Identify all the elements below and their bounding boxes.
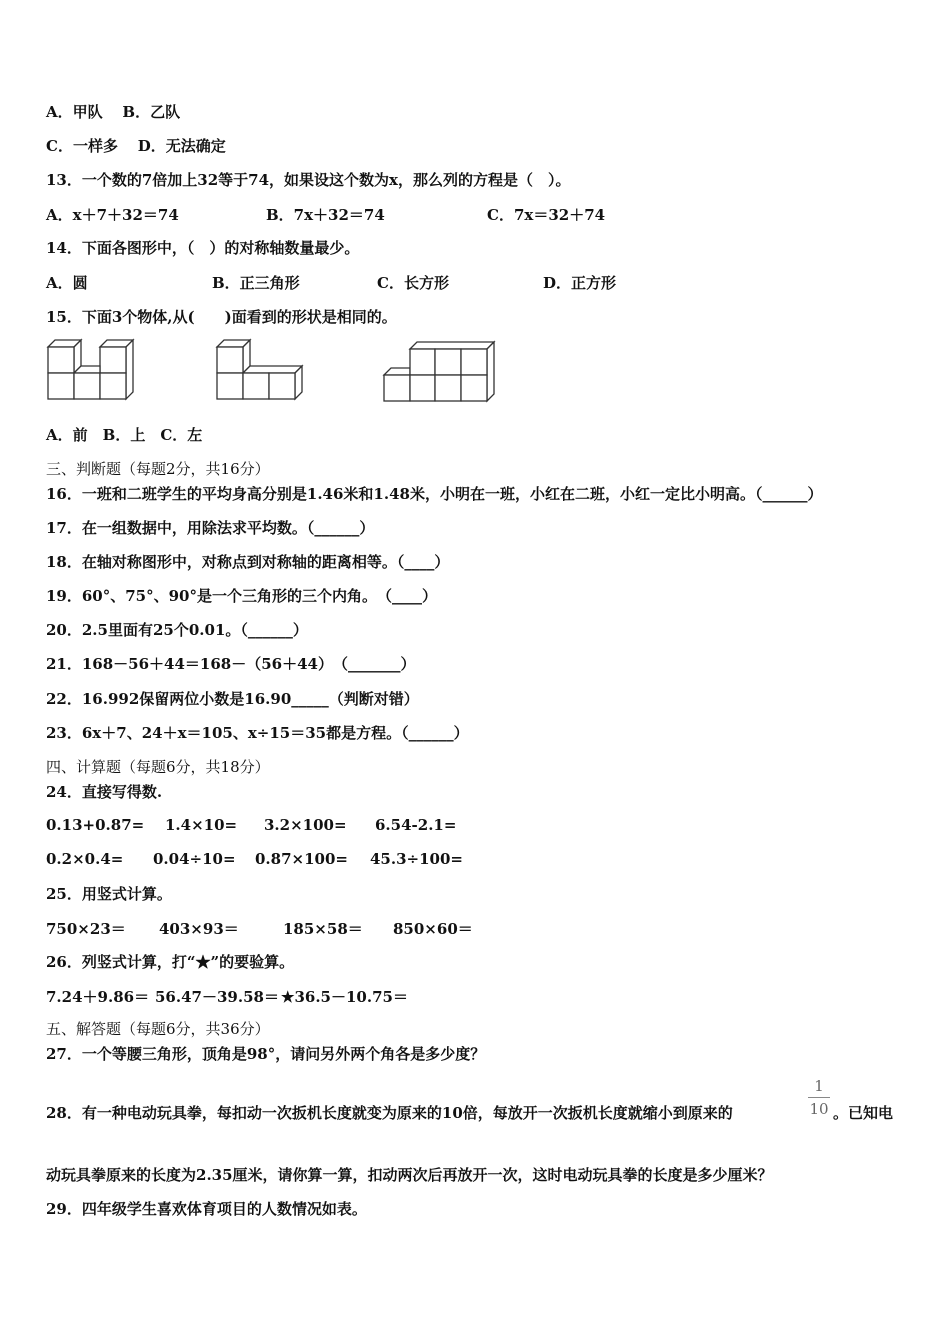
cube-figure-1 [44,338,139,404]
q12-option-a: A．甲队 [46,103,103,121]
q23-text: 23．6x＋7、24＋x＝105、x÷15＝35都是方程。（______） [46,724,469,742]
q13-option-c: C．7x＝32＋74 [487,206,606,224]
q24-item: 0.13+0.87= [46,816,145,834]
fraction-bar [808,1097,830,1098]
q24-text: 24．直接写得数. [46,783,163,801]
q24-item: 6.54-2.1= [375,816,457,834]
q24-item: 0.87×100= [255,850,348,868]
q28-text-part1: 28．有一种电动玩具拳，每扣动一次扳机长度就变为原来的10倍，每放开一次扳机长度就缩小到原来的 [46,1104,733,1122]
q16-text: 16．一班和二班学生的平均身高分别是1.46米和1.48米，小明在一班，小红在二班，小红一定比小明高。（______） [46,485,823,503]
q18-text: 18．在轴对称图形中，对称点到对称轴的距离相等。（____） [46,553,450,571]
q28-fraction [808,1077,830,1118]
q28-text-part2: 。已知电 [833,1104,894,1122]
q14-text: 14．下面各图形中，（ ）的对称轴数量最少。 [46,239,360,257]
q27-text: 27．一个等腰三角形，顶角是98°，请问另外两个角各是多少度？ [46,1045,486,1063]
q15-options: A．前 B．上 C．左 [46,426,203,444]
q24-item: 3.2×100= [264,816,347,834]
q12-option-b: B．乙队 [122,103,181,121]
q24-item: 0.2×0.4= [46,850,124,868]
cube-figure-3 [380,340,498,408]
q25-item: 850×60＝ [393,920,473,938]
q26-item: ★36.5－10.75＝ [281,988,408,1006]
q26-item: 56.47－39.58＝ [155,988,279,1006]
q25-item: 403×93＝ [159,920,239,938]
q25-text: 25．用竖式计算。 [46,885,172,903]
q12-options-row1 [46,102,180,122]
section-3-heading: 三、判断题（每题2分，共16分） [46,460,270,478]
q20-text: 20．2.5里面有25个0.01。（______） [46,621,308,639]
q26-item: 7.24＋9.86＝ [46,988,150,1006]
q26-text: 26．列竖式计算，打“★”的要验算。 [46,953,295,971]
q21-text: 21．168－56＋44＝168－（56＋44） （_______） [46,655,416,673]
q28-text-line2: 动玩具拳原来的长度为2.35厘米，请你算一算，扣动两次后再放开一次，这时电动玩具拳的长度是多少厘米？ [46,1166,773,1184]
q12-option-c: C．一样多 [46,137,118,155]
q19-text: 19．60°、75°、90°是一个三角形的三个内角。 （____） [46,587,437,605]
q15-text: 15．下面3个物体,从( )面看到的形状是相同的。 [46,308,397,326]
section-4-heading: 四、计算题（每题6分，共18分） [46,758,270,776]
q24-item: 1.4×10= [165,816,238,834]
q14-option-a: A．圆 [46,274,88,292]
q12-option-d: D．无法确定 [137,137,226,155]
cube-figure-2 [213,338,308,404]
q13-text: 13．一个数的7倍加上32等于74，如果设这个数为x，那么列的方程是（ ）。 [46,171,571,189]
section-5-heading: 五、解答题（每题6分，共36分） [46,1020,270,1038]
q24-item: 0.04÷10= [153,850,236,868]
fraction-denominator: 10 [809,1100,829,1118]
q25-item: 185×58＝ [283,920,363,938]
q14-option-c: C．长方形 [377,274,449,292]
q13-option-a: A．x＋7＋32＝74 [46,206,179,224]
q14-option-d: D．正方形 [543,274,617,292]
q25-item: 750×23＝ [46,920,126,938]
q22-text: 22．16.992保留两位小数是16.90_____（判断对错） [46,690,419,708]
q29-text: 29．四年级学生喜欢体育项目的人数情况如表。 [46,1200,367,1218]
q14-option-b: B．正三角形 [212,274,300,292]
q12-options-row2 [46,136,226,156]
q13-option-b: B．7x＋32＝74 [266,206,385,224]
q17-text: 17．在一组数据中，用除法求平均数。（______） [46,519,375,537]
fraction-numerator: 1 [814,1077,824,1095]
q24-item: 45.3÷100= [370,850,463,868]
